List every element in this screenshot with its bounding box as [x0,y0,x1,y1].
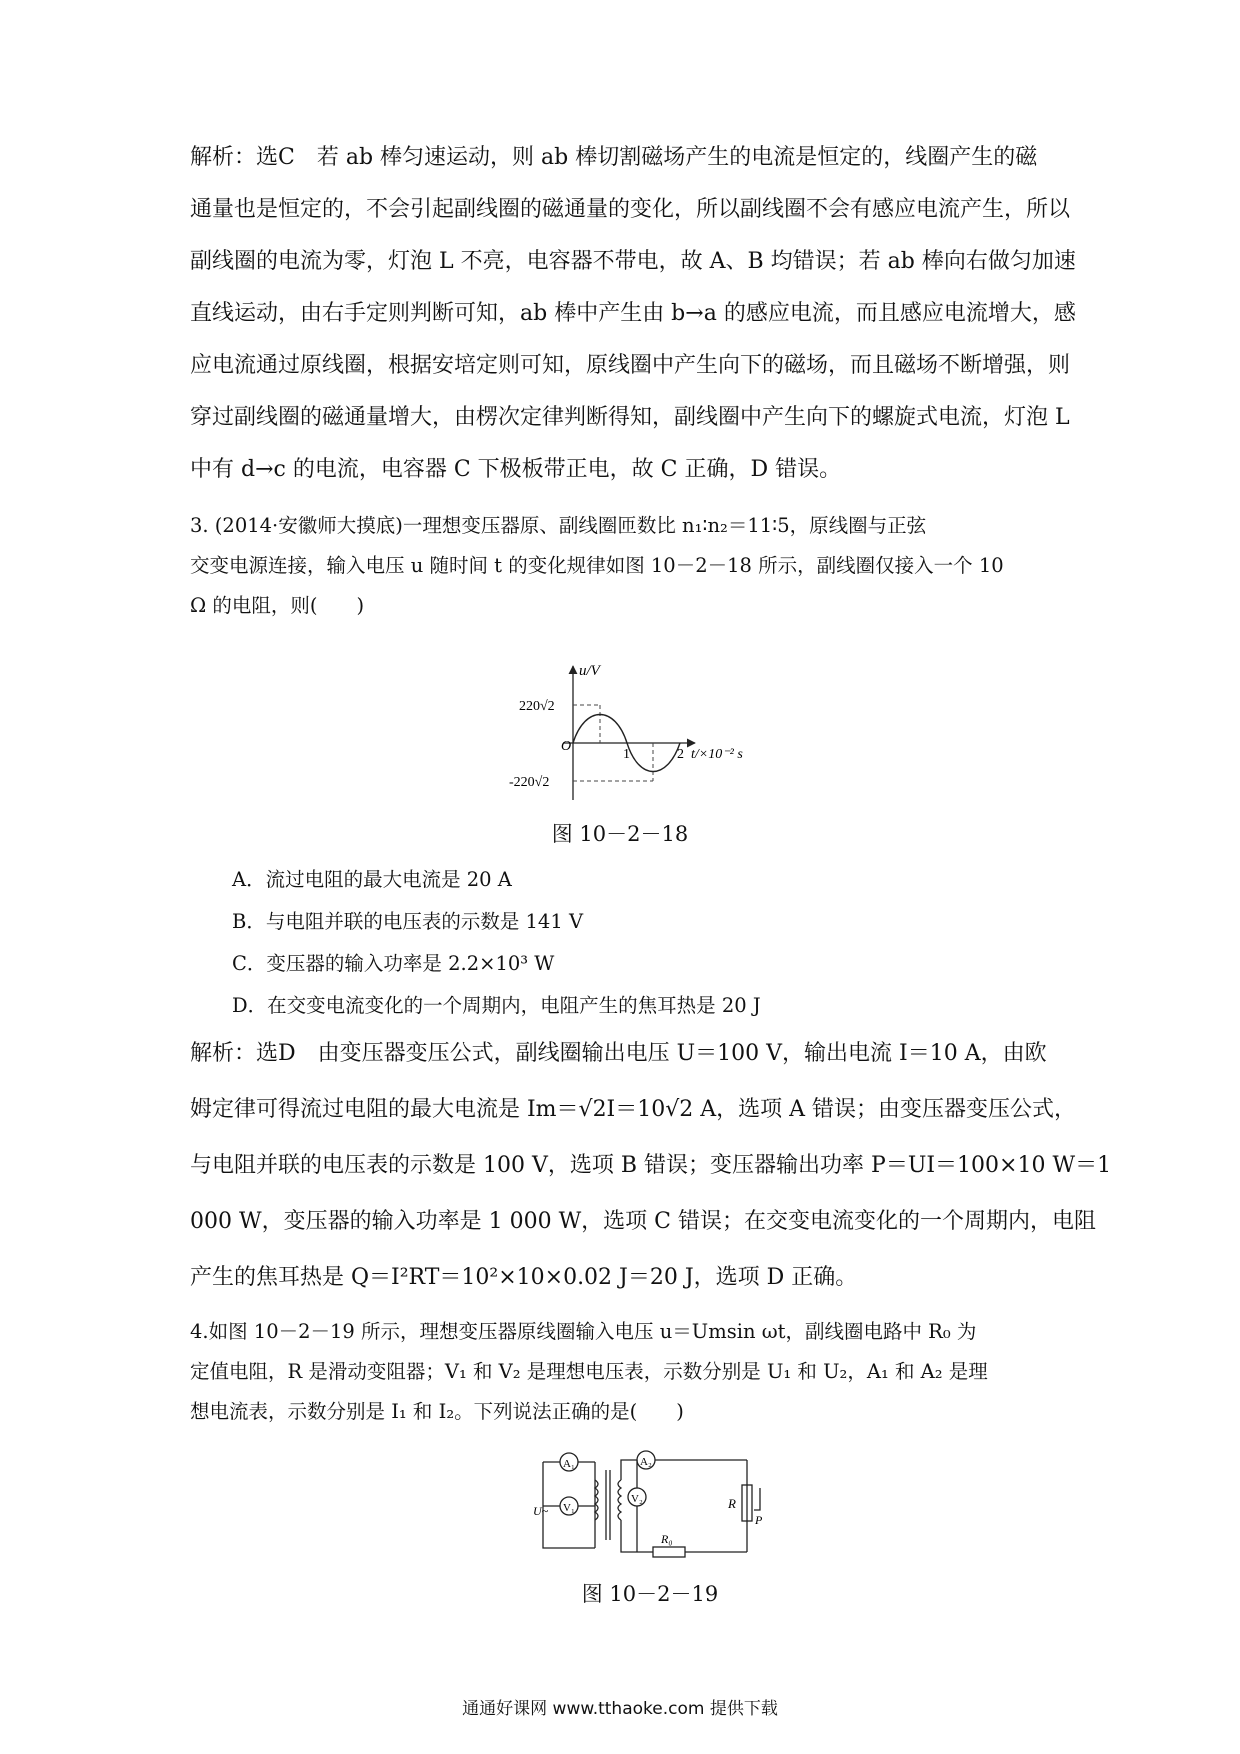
text-line: 通量也是恒定的，不会引起副线圈的磁通量的变化，所以副线圈不会有感应电流产生，所以 [190,197,1071,222]
option-b: B．与电阻并联的电压表的示数是 141 V [232,910,584,933]
resistor-r0 [653,1547,685,1557]
figure-caption-19: 图 10－2－19 [581,1582,719,1606]
slider-p [754,1488,760,1510]
p-label: P [755,1513,763,1527]
y-min-label: -220√2 [509,775,550,790]
option-a: A．流过电阻的最大电流是 20 A [232,868,512,891]
text-line: 解析：选C 若 ab 棒匀速运动，则 ab 棒切割磁场产生的电流是恒定的，线圈产生的磁 [190,145,1038,170]
x-axis-label: t/×10⁻² s [691,747,743,762]
option-d: D．在交变电流变化的一个周期内，电阻产生的焦耳热是 20 J [232,994,761,1017]
x-tick-1: 1 [623,747,630,762]
origin-label: O [561,739,572,754]
text-line: 4.如图 10－2－19 所示，理想变压器原线圈输入电压 u＝Umsin ωt，副线圈电路中 R₀ 为 [190,1320,977,1343]
r-label: R [728,1496,736,1511]
a1-label: A₁ [563,1458,575,1470]
text-line: 交变电源连接，输入电压 u 随时间 t 的变化规律如图 10－2－18 所示，副线圈仅接入一个 10 [190,554,1004,577]
text-line: 想电流表，示数分别是 I₁ 和 I₂。下列说法正确的是( ) [190,1400,684,1423]
a2-label: A₂ [640,1456,652,1468]
text-line: Ω 的电阻，则( ) [190,594,365,617]
y-max-label: 220√2 [519,699,555,714]
x-tick-2: 2 [677,747,684,762]
secondary-left-wire [621,1460,637,1480]
text-line: 中有 d→c 的电流，电容器 C 下极板带正电，故 C 正确，D 错误。 [190,457,842,482]
voltage-waveform-figure [505,660,765,810]
text-line: 产生的焦耳热是 Q＝I²RT＝10²×10×0.02 J＝20 J，选项 D 正确。 [190,1265,858,1290]
transformer-circuit-figure [535,1440,765,1565]
r0-label: R₀ [661,1532,673,1546]
text-line: 副线圈的电流为零，灯泡 L 不亮，电容器不带电，故 A、B 均错误；若 ab 棒向右做匀加速 [190,249,1076,274]
text-line: 穿过副线圈的磁通量增大，由楞次定律判断得知，副线圈中产生向下的螺旋式电流，灯泡 L [190,405,1070,430]
page-footer: 通通好课网 www.tthaoke.com 提供下载 [462,1699,778,1719]
text-line: 姆定律可得流过电阻的最大电流是 Im＝√2I＝10√2 A，选项 A 错误；由变压器变压公式， [190,1097,1077,1122]
text-line: 直线运动，由右手定则判断可知，ab 棒中产生由 b→a 的感应电流，而且感应电流增大，感 [190,301,1076,326]
text-line: 000 W，变压器的输入功率是 1 000 W，选项 C 错误；在交变电流变化的一个周期内，电阻 [190,1209,1096,1234]
secondary-coil [618,1480,621,1520]
y-axis-label: u/V [579,663,600,679]
text-line: 定值电阻，R 是滑动变阻器；V₁ 和 V₂ 是理想电压表，示数分别是 U₁ 和 U₂，A₁ 和 A₂ 是理 [190,1360,988,1383]
text-line: 与电阻并联的电压表的示数是 100 V，选项 B 错误；变压器输出功率 P＝UI＝100×10 W＝1 [190,1153,1112,1178]
figure-caption-18: 图 10－2－18 [551,822,689,846]
text-line: 解析：选D 由变压器变压公式，副线圈输出电压 U＝100 V，输出电流 I＝10 A，由欧 [190,1041,1047,1066]
v2-label: V₂ [631,1493,643,1505]
text-line: 3. (2014·安徽师大摸底)一理想变压器原、副线圈匝数比 n₁∶n₂＝11∶5，原线圈与正弦 [190,514,927,537]
option-c: C．变压器的输入功率是 2.2×10³ W [232,952,555,975]
source-label: U~ [533,1504,549,1518]
v1-label: V₁ [563,1502,575,1514]
text-line: 应电流通过原线圈，根据安培定则可知，原线圈中产生向下的磁场，而且磁场不断增强，则 [190,353,1071,378]
